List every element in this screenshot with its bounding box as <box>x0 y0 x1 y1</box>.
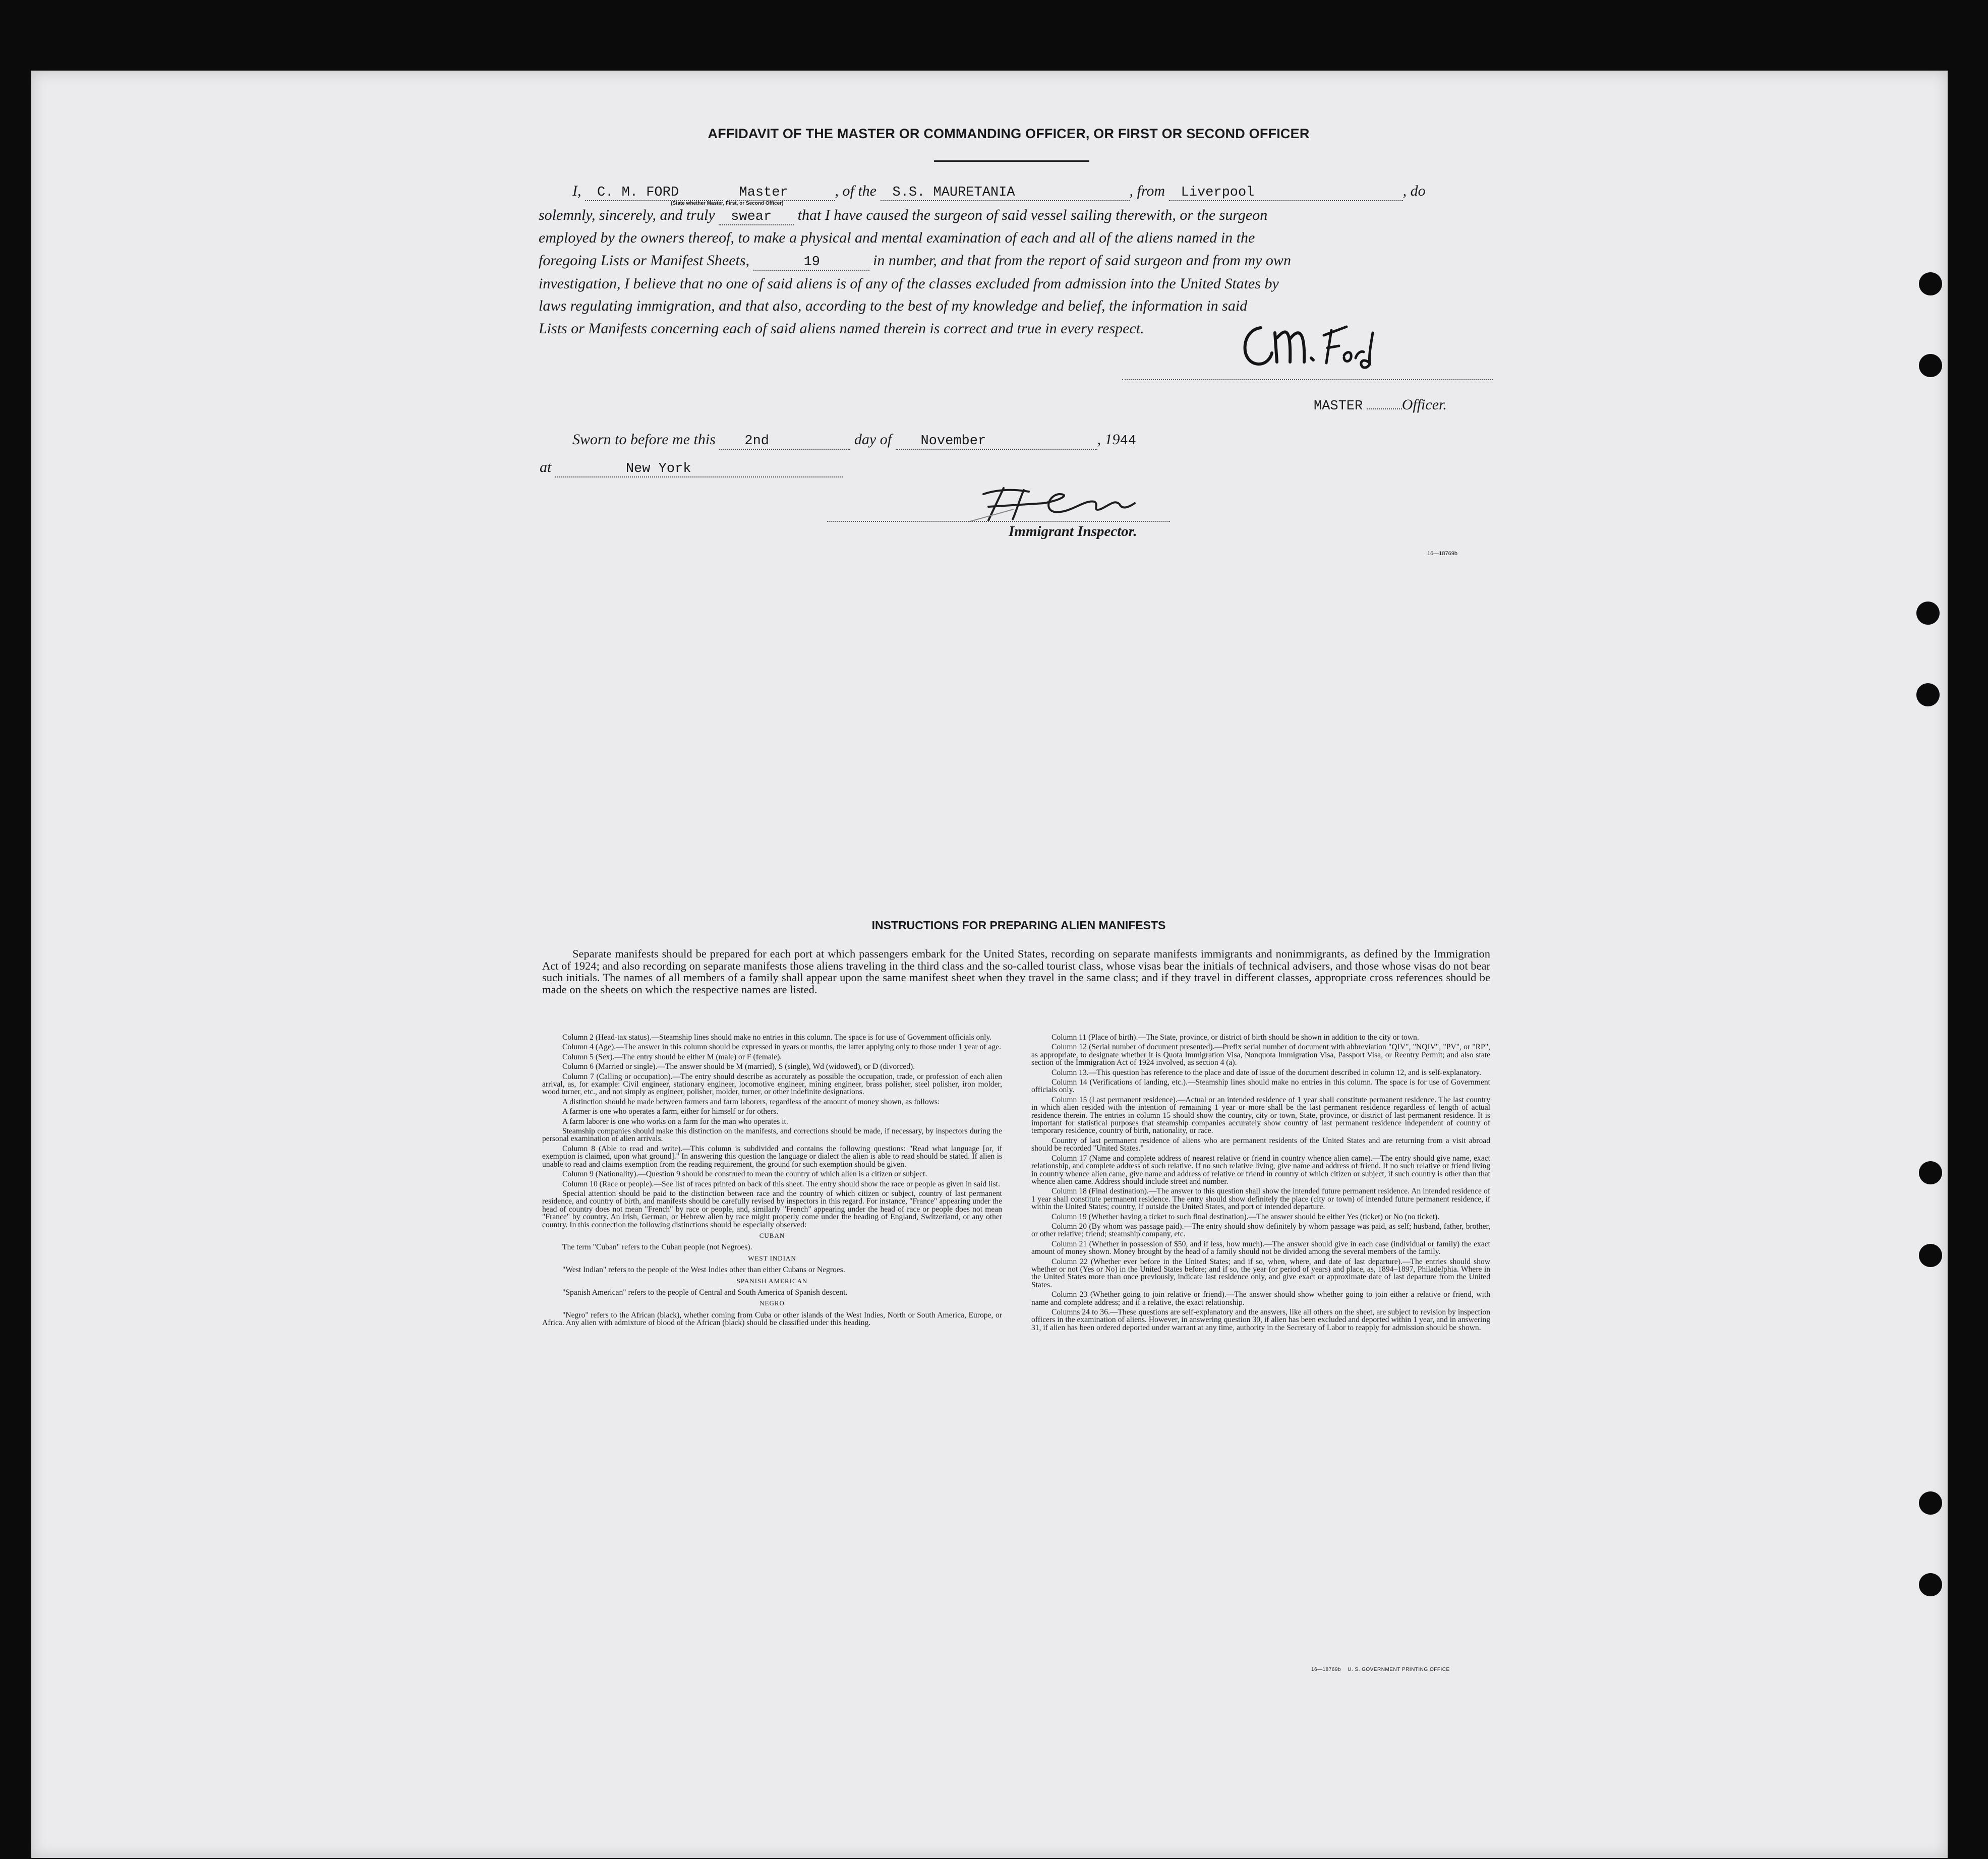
footer-office: U. S. GOVERNMENT PRINTING OFFICE <box>1348 1667 1450 1672</box>
vessel-field: S.S. MAURETANIA <box>881 185 1130 201</box>
affidavit-line-1 <box>572 183 1426 201</box>
officer-rank-field: Master <box>727 185 835 201</box>
sheets-count-field: 19 <box>753 255 869 271</box>
line2-text-a: solemnly, sincerely, and truly <box>539 207 715 223</box>
master-title <box>1314 396 1447 414</box>
instruction-paragraph: Country of last permanent residence of aliens who are permanent residents of the United States and are returning from a visit abroad should be recorded "United States." <box>1031 1136 1490 1153</box>
heading-negro: NEGRO <box>759 1299 785 1307</box>
place-field: New York <box>555 461 843 477</box>
sworn-line <box>572 431 1136 450</box>
instruction-paragraph: A farmer is one who operates a farm, either for himself or for others. <box>562 1107 779 1116</box>
place-line <box>540 459 843 477</box>
master-signature-line <box>1122 379 1493 380</box>
affidavit-line-5: investigation, I believe that no one of said aliens is of any of the classes excluded from admission into the United States by <box>539 275 1279 292</box>
instruction-paragraph: Steamship companies should make this distinction on the manifests, and corrections should be made, if necessary, by inspectors during the personal examination of alien arrivals. <box>542 1127 1002 1144</box>
do-label: , do <box>1402 183 1426 199</box>
instruction-paragraph: Column 14 (Verifications of landing, etc.).—Steamship lines should make no entries in this column. The space is for use of Government officials only. <box>1031 1078 1490 1095</box>
instructions-intro: Separate manifests should be prepared for each port at which passengers embark for the United States, recording on separate manifests immigrants and nonimmigrants, as defined by the Immigration Act of 1924; and also recording on separate manifests those aliens traveling in the third class and the so-called tourist class, whose visas bear the initials of technical advisers, and those whose visas do not bear such initials. The names of all members of a family shall appear upon the same manifest sheet when they travel in the same class; and if they travel in different classes, appropriate cross references should be made on the sheets on which the respective names are listed. <box>542 947 1490 996</box>
affidavit-line-6: laws regulating immigration, and that also, according to the best of my knowledge and belief, the information in said <box>539 297 1248 314</box>
binder-hole <box>1919 1491 1942 1515</box>
affidavit-line-7: Lists or Manifests concerning each of said aliens named therein is correct and true in every respect. <box>539 320 1144 337</box>
instruction-paragraph: Column 22 (Whether ever before in the United States; and if so, when, where, and date of last departure).—The entries should show whether or not (Yes or No) in the United States before; and if so, the year (or period of years) and place, as, 1894–1897, Philadelphia. Where in the United States more than once previously, indicate last residence only, and give exact or approximate date of last departure from the United States. <box>1031 1257 1490 1289</box>
month-field: November <box>896 434 1097 450</box>
instruction-paragraph: Column 20 (By whom was passage paid).—The entry should show definitely by whom passage was paid, as self; husband, father, brother, or other relative; friend; steamship company, etc. <box>1031 1222 1490 1239</box>
sign-title-value: MASTER <box>1314 399 1363 414</box>
heading-cuban: CUBAN <box>759 1231 785 1239</box>
sign-title-fill <box>1367 408 1402 409</box>
footer-form-number: 16—18769b <box>1311 1667 1341 1672</box>
from-label: , from <box>1129 183 1165 199</box>
instruction-paragraph: Column 11 (Place of birth).—The State, province, or district of birth should be shown in addition to the city or town. <box>1051 1033 1419 1042</box>
inspector-signature-line <box>827 521 1170 522</box>
inspector-signature <box>968 479 1180 524</box>
sworn-label: Sworn to before me this <box>572 431 716 448</box>
text-negro: "Negro" refers to the African (black), whether coming from Cuba or other islands of the West Indies, North or South America, Europe, or Africa. Any alien with admixture of blood of the African (black) should be classified under this heading. <box>542 1310 1002 1328</box>
instruction-paragraph: Column 21 (Whether in possession of $50, and if less, how much).—The answer should give in each case (individual or family) the exact amount of money shown. Money brought by the head of a family should not be divided among the several members of the family. <box>1031 1239 1490 1256</box>
instruction-paragraph: Column 15 (Last permanent residence).—Actual or an intended residence of 1 year shall constitute permanent residence. The last country in which alien resided with the intention of remaining 1 year or more shall be the last permanent residence regardless of length of actual residence therein. The entries in column 15 should show the country, city or town, State, province, or district of last permanent residence. It is important for statistical purposes that steamship companies accurately show country of last permanent residence independent of country of temporary residence, country of birth, nationality, or race. <box>1031 1095 1490 1135</box>
instruction-paragraph: Column 9 (Nationality).—Question 9 should be construed to mean the country of which alien is a citizen or subject. <box>562 1170 927 1179</box>
port-field: Liverpool <box>1169 185 1403 201</box>
instruction-paragraph: A distinction should be made between farmers and farm laborers, regardless of the amount of money shown, as follows: <box>562 1097 940 1106</box>
binder-hole <box>1919 272 1942 295</box>
at-label: at <box>540 459 552 475</box>
affidavit-line-4 <box>539 252 1291 271</box>
instruction-paragraph: Column 12 (Serial number of document presented).—Prefix serial number of document with abbreviation "QIV", "NQIV", "PV", or "RP", as appropriate, to designate whether it is Quota Immigration Visa, Nonquota Immigration Visa, Passport Visa, or Reentry Permit; and also state section of the Immigration Act of 1924 involved, as section 4 (a). <box>1031 1043 1490 1067</box>
instruction-paragraph: Column 23 (Whether going to join relative or friend).—The answer should show whether going to join either a relative or friend, with name and complete address; and if a relative, the exact relationship. <box>1031 1290 1490 1307</box>
instruction-paragraph: Columns 24 to 36.—These questions are self-explanatory and the answers, like all others on the sheet, are subject to revision by inspection officers in the examination of aliens. However, in answering question 30, if alien has been excluded and deported within 1 year, and in answering 31, if alien has been ordered deported under warrant at any time, authority in the Secretary of Labor to reapply for admission should be shown. <box>1031 1308 1490 1332</box>
year-prefix: , 19 <box>1097 431 1120 448</box>
instruction-paragraph: Column 19 (Whether having a ticket to such final destination).—The answer should be either Yes (ticket) or No (no ticket). <box>1051 1212 1440 1221</box>
binder-hole <box>1919 1244 1942 1267</box>
instructions-right-column <box>1031 1034 1490 1334</box>
oath-field: swear <box>719 209 794 225</box>
instruction-paragraph: Special attention should be paid to the distinction between race and the country of which citizen or subject, country of last permanent residence, and country of birth, and manifests should be carefully revised by inspectors in this regard. For instance, "France" appearing under the head of country does not mean "French" by race or people, and, similarly "French" appearing under the head of race or people does not mean "France" by country. An Irish, German, or Hebrew alien by race might properly come under the heading of England, Switzerland, or any other country. In this connection the following distinctions should be especially observed: <box>542 1189 1002 1229</box>
text-cuban: The term "Cuban" refers to the Cuban people (not Negroes). <box>562 1243 752 1252</box>
instruction-paragraph: Column 10 (Race or people).—See list of races printed on back of this sheet. The entry should show the race or people as given in said list. <box>562 1179 1000 1188</box>
officer-word: Officer. <box>1401 396 1447 413</box>
heading-spanish-american: SPANISH AMERICAN <box>736 1277 808 1285</box>
title-rule <box>934 160 1089 162</box>
instruction-paragraph: Column 17 (Name and complete address of nearest relative or friend in country whence alien came).—The entry should give name, exact relationship, and complete address of such relative. If no such relative living, give name and address of friend. If no such relative or friend living in country whence alien came, give name and address of relative or friend in country of which citizen or subject, if such country is other than that whence alien came. Address should include street and number. <box>1031 1154 1490 1186</box>
rank-note: (State whether Master, First, or Second Officer) <box>671 201 784 206</box>
text-west-indian: "West Indian" refers to the people of the West Indies other than either Cubans or Negroes. <box>562 1266 845 1275</box>
binder-hole <box>1919 354 1942 377</box>
affidavit-line-2 <box>539 207 1267 225</box>
text-spanish-american: "Spanish American" refers to the people of Central and South America of Spanish descent. <box>562 1288 848 1297</box>
instruction-paragraph: Column 7 (Calling or occupation).—The entry should describe as accurately as possible the occupation, trade, or profession of each alien arrival, as, for example: Civil engineer, stationary engineer, locomotive engineer, mining engineer, brass polisher, steel polisher, iron molder, wood turner, etc., and not simply as engineer, polisher, molder, turner, or other indefinite designations. <box>542 1072 1002 1097</box>
binder-hole <box>1916 683 1940 706</box>
instruction-paragraph: Column 13.—This question has reference to the place and date of issue of the document described in column 12, and is self-explanatory. <box>1051 1068 1482 1077</box>
line4-text-b: in number, and that from the report of said surgeon and from my own <box>873 252 1291 269</box>
instruction-paragraph: Column 6 (Married or single).—The answer should be M (married), S (single), Wd (widowed), or D (divorced). <box>562 1062 915 1071</box>
day-of-label: day of <box>854 431 892 448</box>
affidavit-title: AFFIDAVIT OF THE MASTER OR COMMANDING OFFICER, OR FIRST OR SECOND OFFICER <box>708 126 1310 141</box>
line2-text-b: that I have caused the surgeon of said vessel sailing therewith, or the surgeon <box>797 207 1268 223</box>
i-label: I, <box>572 183 581 199</box>
day-field: 2nd <box>719 434 850 450</box>
binder-hole <box>1919 1573 1942 1596</box>
inspector-title: Immigrant Inspector. <box>1009 523 1137 539</box>
binder-hole <box>1916 602 1940 625</box>
line4-text-a: foregoing Lists or Manifest Sheets, <box>539 252 750 269</box>
of-the-label: , of the <box>835 183 876 199</box>
instruction-paragraph: Column 4 (Age).—The answer in this column should be expressed in years or months, the latter applying only to those under 1 year of age. <box>562 1043 1002 1052</box>
officer-name-field: C. M. FORD <box>585 185 723 201</box>
form-number: 16—18769b <box>1427 551 1457 557</box>
instruction-paragraph: Column 2 (Head-tax status).—Steamship lines should make no entries in this column. The space is for use of Government officials only. <box>562 1033 992 1042</box>
binder-hole <box>1919 1161 1942 1184</box>
instructions-title: INSTRUCTIONS FOR PREPARING ALIEN MANIFESTS <box>871 919 1166 932</box>
instruction-paragraph: Column 18 (Final destination).—The answer to this question shall show the intended future permanent residence. An intended residence of 1 year shall constitute permanent residence. The entry should show definitely the place (city or town) of intended future permanent residence, if within the United States; country, if outside the United States, and port of intended departure. <box>1031 1187 1490 1212</box>
year-suffix: 44 <box>1120 434 1136 449</box>
instruction-paragraph: A farm laborer is one who works on a farm for the man who operates it. <box>562 1117 788 1126</box>
instruction-paragraph: Column 8 (Able to read and write).—This column is subdivided and contains the following questions: "Read what language [or, if exemption is claimed, upon what ground]." In answering this question the language or dialect the alien is able to read should be stated. If alien is unable to read and claims exemption from the reading requirement, the ground for such exemption should be given. <box>542 1144 1002 1169</box>
heading-west-indian: WEST INDIAN <box>748 1254 796 1262</box>
footer-imprint <box>1311 1667 1450 1672</box>
affidavit-line-3: employed by the owners thereof, to make a physical and mental examination of each and all of the aliens named in the <box>539 229 1255 246</box>
instruction-paragraph: Column 5 (Sex).—The entry should be either M (male) or F (female). <box>562 1052 782 1061</box>
instructions-left-column <box>542 1034 1002 1329</box>
master-signature <box>1231 308 1377 373</box>
